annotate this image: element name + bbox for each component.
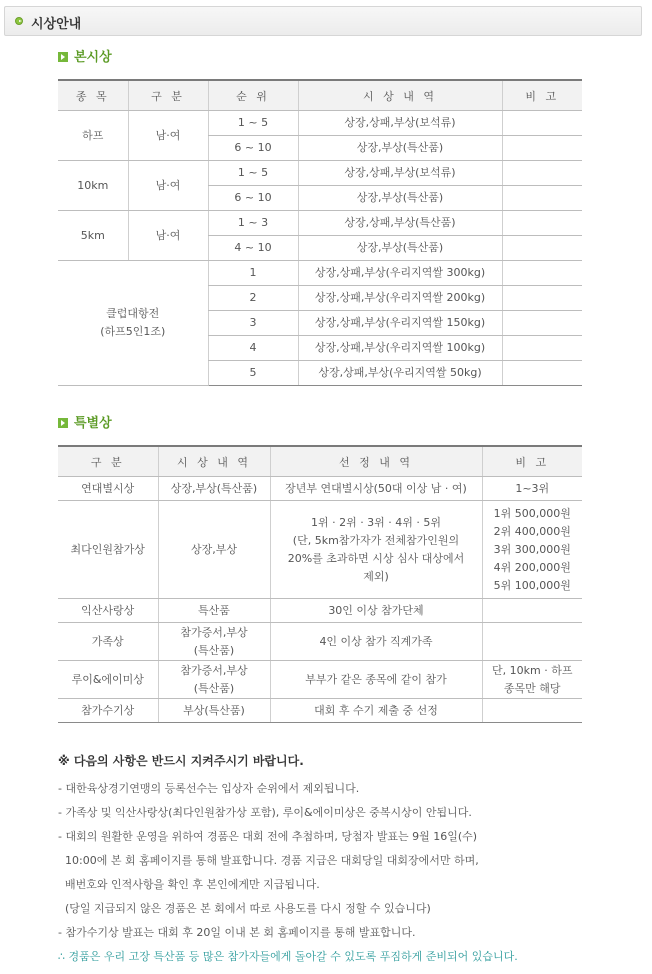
rank-cell: 6 ~ 10 (208, 136, 298, 161)
category-cell: 루이&에이미상 (58, 661, 158, 699)
event-cell: 하프 (58, 111, 128, 161)
rank-cell: 1 ~ 5 (208, 111, 298, 136)
notice-line: - 참가수기상 발표는 대회 후 20일 이내 본 회 홈페이지를 통해 발표합니다. (58, 926, 416, 939)
prize-cell: 특산품 (158, 599, 270, 623)
prize-cell: 참가증서,부상 (특산품) (158, 661, 270, 699)
column-header: 비 고 (502, 80, 582, 111)
category-cell: 참가수기상 (58, 699, 158, 723)
table-row (58, 623, 582, 661)
selection-cell: 장년부 연대별시상(50대 이상 남 · 여) (270, 477, 482, 501)
note-cell: 단, 10km · 하프 종목만 해당 (482, 661, 582, 699)
table-row (58, 161, 582, 186)
category-cell: 연대별시상 (58, 477, 158, 501)
section-title-main-awards (58, 46, 112, 65)
notice-line: - 대회의 원활한 운영을 위하여 경품은 대회 전에 추첨하며, 당첨자 발표는 9월 16일(수) (58, 830, 478, 843)
page-title: 시상안내 (31, 17, 82, 32)
table-row (58, 599, 582, 623)
prize-cell: 상장,부상(특산품) (298, 186, 502, 211)
prize-cell: 상장,부상(특산품) (158, 477, 270, 501)
notice-line: (당일 지급되지 않은 경품은 본 회에서 따로 사용도를 다시 정할 수 있습니다) (65, 902, 431, 915)
rank-cell: 2 (208, 286, 298, 311)
note-cell (502, 286, 582, 311)
bullet-icon (15, 17, 23, 25)
prize-cell: 상장,상패,부상(특산품) (298, 211, 502, 236)
prize-cell: 상장,부상 (158, 501, 270, 599)
prize-cell: 상장,상패,부상(우리지역쌀 100kg) (298, 336, 502, 361)
table-row (58, 699, 582, 723)
notice-line: 배번호와 인적사항을 확인 후 본인에게만 지급됩니다. (65, 878, 320, 891)
note-cell (502, 161, 582, 186)
club-event-name: 클럽대항전 (106, 307, 160, 320)
note-cell (502, 111, 582, 136)
selection-cell: 부부가 같은 종목에 같이 참가 (270, 661, 482, 699)
note-cell (502, 211, 582, 236)
rank-cell: 4 ~ 10 (208, 236, 298, 261)
note-cell (502, 236, 582, 261)
table-row (58, 261, 582, 286)
prize-cell: 참가증서,부상 (특산품) (158, 623, 270, 661)
rank-cell: 3 (208, 311, 298, 336)
column-header: 시 상 내 역 (298, 80, 502, 111)
note-cell (482, 599, 582, 623)
table-header-row (58, 80, 582, 111)
main-awards-table (58, 79, 582, 386)
column-header: 구 분 (58, 446, 158, 477)
column-header: 비 고 (482, 446, 582, 477)
table-row (58, 211, 582, 236)
notice-footer: ∴ 경품은 우리 고장 특산품 등 많은 참가자들에게 돌아갈 수 있도록 푸짐하게 준비되어 있습니다. (58, 950, 518, 963)
column-header: 선 정 내 역 (270, 446, 482, 477)
category-cell: 익산사랑상 (58, 599, 158, 623)
club-event-sub: (하프5인1조) (100, 325, 166, 338)
table-header-row (58, 446, 582, 477)
club-event-cell (58, 261, 208, 386)
column-header: 종 목 (58, 80, 128, 111)
selection-cell: 대회 후 수기 제출 중 선정 (270, 699, 482, 723)
rank-cell: 5 (208, 361, 298, 386)
note-cell (502, 311, 582, 336)
rank-cell: 1 ~ 5 (208, 161, 298, 186)
note-cell (482, 699, 582, 723)
notice-line: 10:00에 본 회 홈페이지를 통해 발표합니다. 경품 지급은 대회당일 대회장에서만 하며, (65, 854, 479, 867)
notice-section (58, 752, 618, 969)
prize-cell: 상장,상패,부상(보석류) (298, 111, 502, 136)
prize-cell: 상장,상패,부상(보석류) (298, 161, 502, 186)
notice-line: - 대한육상경기연맹의 등록선수는 입상자 순위에서 제외됩니다. (58, 782, 360, 795)
note-cell (502, 361, 582, 386)
prize-cell: 상장,부상(특산품) (298, 236, 502, 261)
note-cell: 1위 500,000원 2위 400,000원 3위 300,000원 4위 200,000원 5위 100,000원 (482, 501, 582, 599)
column-header: 구 분 (128, 80, 208, 111)
rank-cell: 1 (208, 261, 298, 286)
arrow-bullet-icon (58, 52, 68, 62)
note-cell: 1~3위 (482, 477, 582, 501)
category-cell: 남·여 (128, 211, 208, 261)
page-header (4, 6, 642, 36)
prize-cell: 부상(특산품) (158, 699, 270, 723)
rank-cell: 1 ~ 3 (208, 211, 298, 236)
table-row (58, 661, 582, 699)
column-header: 시 상 내 역 (158, 446, 270, 477)
special-awards-table (58, 445, 582, 723)
category-cell: 남·여 (128, 111, 208, 161)
prize-cell: 상장,상패,부상(우리지역쌀 200kg) (298, 286, 502, 311)
prize-cell: 상장,상패,부상(우리지역쌀 50kg) (298, 361, 502, 386)
notice-heading: ※ 다음의 사항은 반드시 지켜주시기 바랍니다. (58, 754, 304, 768)
category-cell: 최다인원참가상 (58, 501, 158, 599)
rank-cell: 6 ~ 10 (208, 186, 298, 211)
section-title-label: 본시상 (74, 50, 112, 65)
note-cell (482, 623, 582, 661)
arrow-bullet-icon (58, 418, 68, 428)
event-cell: 5km (58, 211, 128, 261)
event-cell: 10km (58, 161, 128, 211)
note-cell (502, 186, 582, 211)
note-cell (502, 336, 582, 361)
note-cell (502, 136, 582, 161)
notice-line: - 가족상 및 익산사랑상(최다인원참가상 포함), 루이&에이미상은 중복시상이 안됩니다. (58, 806, 472, 819)
category-cell: 남·여 (128, 161, 208, 211)
prize-cell: 상장,상패,부상(우리지역쌀 300kg) (298, 261, 502, 286)
selection-cell: 4인 이상 참가 직계가족 (270, 623, 482, 661)
rank-cell: 4 (208, 336, 298, 361)
table-row (58, 501, 582, 599)
section-title-special-awards (58, 412, 112, 431)
selection-cell: 30인 이상 참가단체 (270, 599, 482, 623)
table-row (58, 111, 582, 136)
column-header: 순 위 (208, 80, 298, 111)
category-cell: 가족상 (58, 623, 158, 661)
note-cell (502, 261, 582, 286)
prize-cell: 상장,상패,부상(우리지역쌀 150kg) (298, 311, 502, 336)
prize-cell: 상장,부상(특산품) (298, 136, 502, 161)
table-row (58, 477, 582, 501)
section-title-label: 특별상 (74, 416, 112, 431)
selection-cell: 1위 · 2위 · 3위 · 4위 · 5위 (단, 5km참가자가 전체참가인원의 20%를 초과하면 시상 심사 대상에서 제외) (270, 501, 482, 599)
